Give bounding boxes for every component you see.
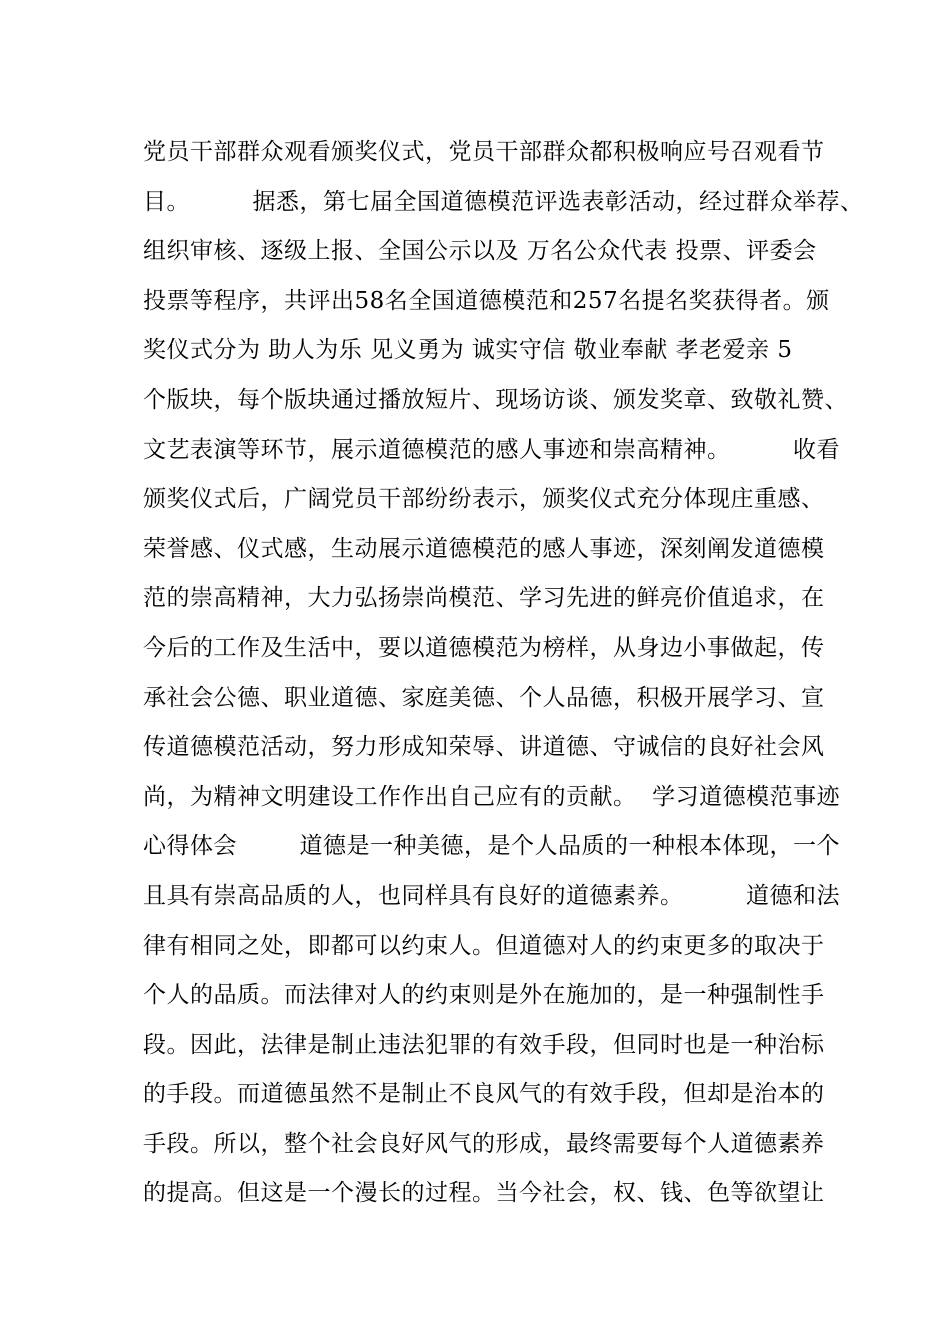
text-line: 律有相同之处，即都可以约束人。但道德对人的约束更多的取决于 xyxy=(143,932,825,959)
text-line: 组织审核、逐级上报、全国公示以及 万名公众代表 投票、评委会 xyxy=(143,238,817,265)
text-line: 承社会公德、职业道德、家庭美德、个人品德，积极开展学习、宣 xyxy=(143,684,825,711)
text-line: 的手段。而道德虽然不是制止不良风气的有效手段，但却是治本的 xyxy=(143,1081,825,1108)
text-line: 党员干部群众观看颁奖仪式，党员干部群众都积极响应号召观看节 xyxy=(143,139,825,165)
text-line: 荣誉感、仪式感，生动展示道德模范的感人事迹，深刻阐发道德模 xyxy=(143,535,825,562)
text-line: 心得体会 道德是一种美德，是个人品质的一种根本体现，一个 xyxy=(143,833,840,860)
body-text xyxy=(143,128,864,1219)
text-line: 的提高。但这是一个漫长的过程。当今社会，权、钱、色等欲望让 xyxy=(143,1180,825,1207)
text-line: 且具有崇高品质的人，也同样具有良好的道德素养。 道德和法 xyxy=(143,882,840,909)
text-line: 个人的品质。而法律对人的约束则是外在施加的，是一种强制性手 xyxy=(143,982,825,1009)
text-line: 文艺表演等环节，展示道德模范的感人事迹和崇高精神。 收看 xyxy=(143,436,840,463)
text-line: 手段。所以，整个社会良好风气的形成，最终需要每个人道德素养 xyxy=(143,1130,825,1157)
text-line: 今后的工作及生活中，要以道德模范为榜样，从身边小事做起，传 xyxy=(143,634,825,661)
text-line: 范的崇高精神，大力弘扬崇尚模范、学习先进的鲜亮价值追求，在 xyxy=(143,585,825,612)
text-line: 投票等程序，共评出58名全国道德模范和257名提名奖获得者。颁 xyxy=(143,287,830,314)
text-line: 颁奖仪式后，广阔党员干部纷纷表示，颁奖仪式充分体现庄重感、 xyxy=(143,486,825,513)
text-line: 个版块，每个版块通过播放短片、现场访谈、颁发奖章、致敬礼赞、 xyxy=(143,386,848,413)
text-line: 目。 据悉，第七届全国道德模范评选表彰活动，经过群众举荐、 xyxy=(143,188,864,215)
text-line: 尚，为精神文明建设工作作出自己应有的贡献。 学习道德模范事迹 xyxy=(143,783,841,810)
text-line: 段。因此，法律是制止违法犯罪的有效手段，但同时也是一种治标 xyxy=(143,1031,825,1058)
text-line: 传道德模范活动，努力形成知荣辱、讲道德、守诚信的良好社会风 xyxy=(143,734,825,761)
text-line: 奖仪式分为 助人为乐 见义勇为 诚实守信 敬业奉献 孝老爱亲 5 xyxy=(143,337,793,364)
